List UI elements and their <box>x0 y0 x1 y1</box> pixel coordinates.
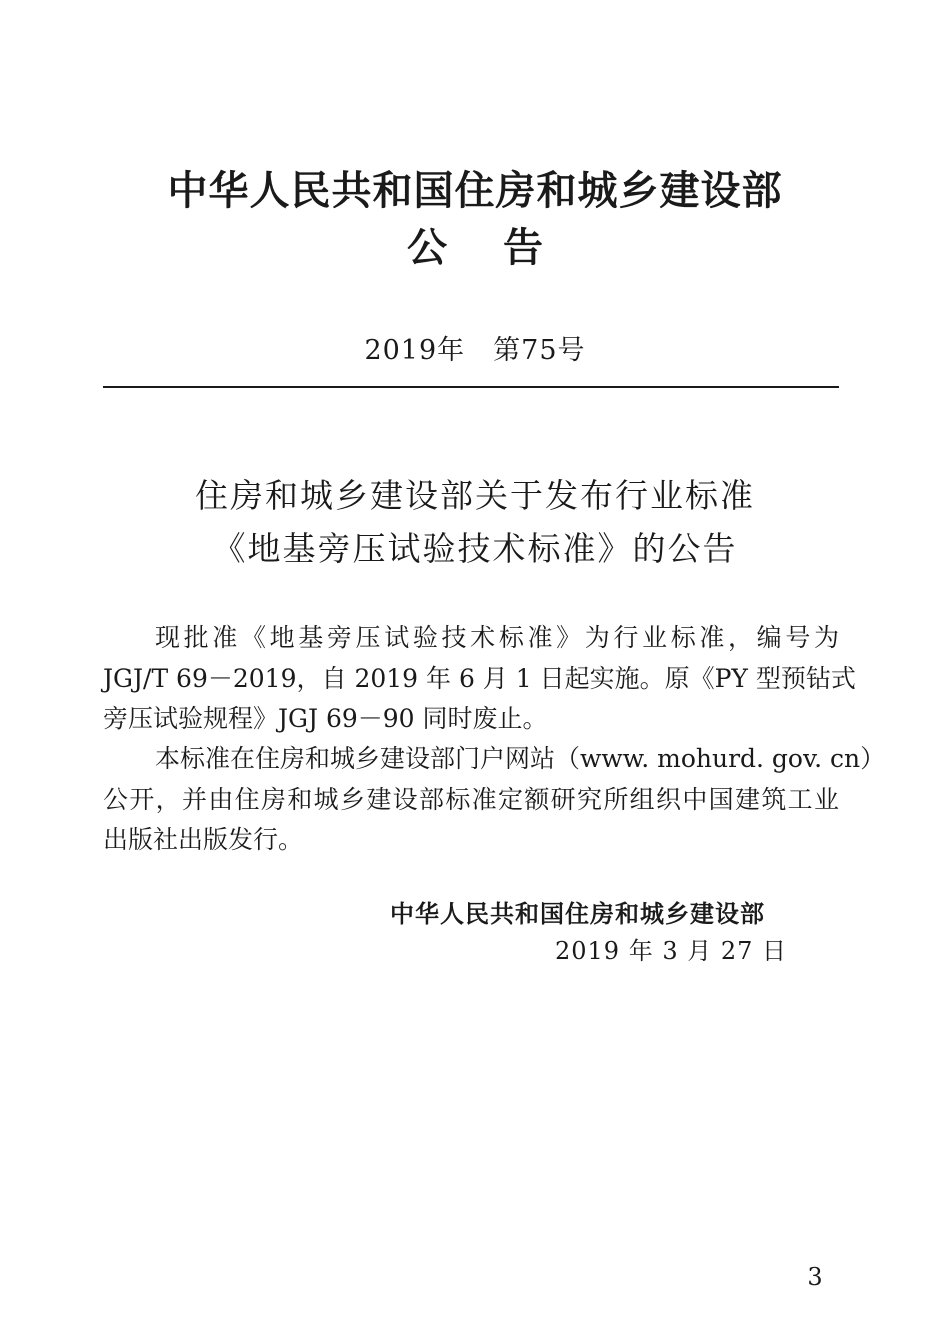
page-number: 3 <box>807 1263 823 1291</box>
paragraph-1-line-1: 现批准《地基旁压试验技术标准》为行业标准，编号为 <box>155 623 839 652</box>
signature-issuer: 中华人民共和国住房和城乡建设部 <box>390 900 765 928</box>
document-type-heading: 公告 <box>407 225 599 271</box>
paragraph-2-line-1: 本标准在住房和城乡建设部门户网站（www. mohurd. gov. cn） <box>155 744 886 773</box>
issue-number: 2019年 第75号 <box>364 335 586 366</box>
paragraph-2-line-3: 出版社出版发行。 <box>103 825 304 854</box>
issuer-heading: 中华人民共和国住房和城乡建设部 <box>167 168 783 214</box>
paragraph-1-line-2: JGJ/T 69－2019，自 2019 年 6 月 1 日起实施。原《PY 型预钻式 <box>103 664 856 693</box>
notice-title-line-2: 《地基旁压试验技术标准》的公告 <box>212 529 738 568</box>
paragraph-1-line-3: 旁压试验规程》JGJ 69－90 同时废止。 <box>103 704 548 733</box>
header-divider <box>103 386 839 388</box>
notice-title-line-1: 住房和城乡建设部关于发布行业标准 <box>195 476 755 515</box>
paragraph-2-line-2: 公开，并由住房和城乡建设部标准定额研究所组织中国建筑工业 <box>103 785 839 814</box>
signature-date: 2019 年 3 月 27 日 <box>555 937 788 965</box>
